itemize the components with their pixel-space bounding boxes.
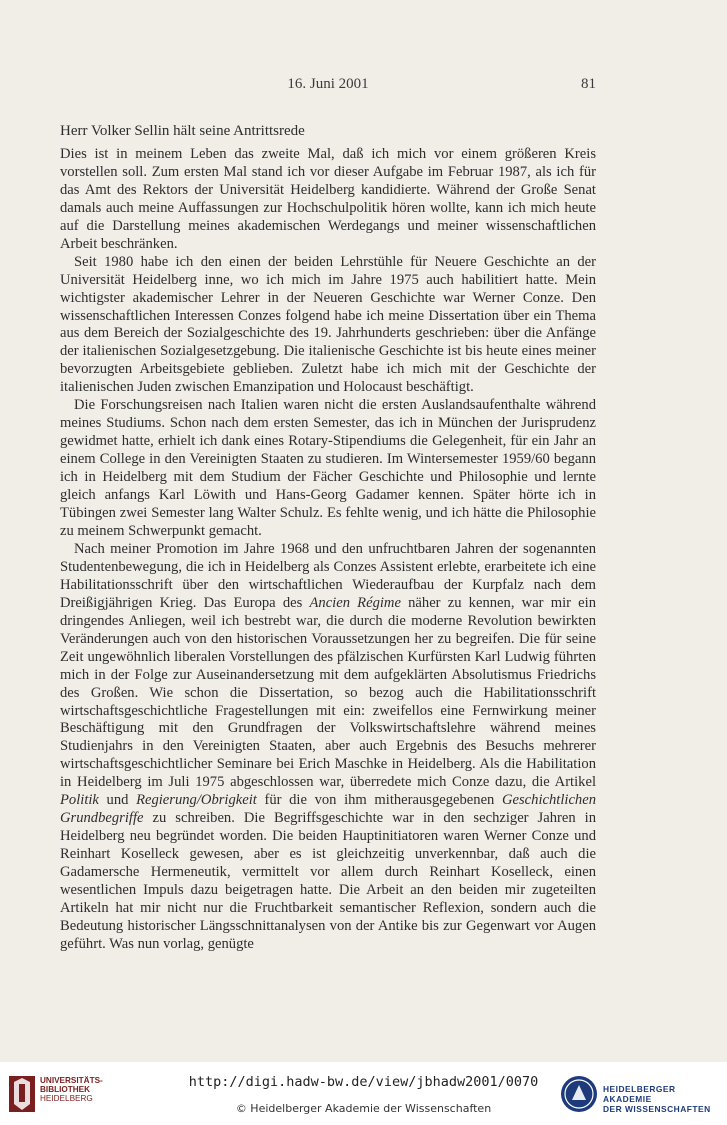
library-logo-line: UNIVERSITÄTS- <box>40 1076 103 1085</box>
paragraph <box>60 146 596 254</box>
text-run: zu schreiben. Die Begriffsgeschichte war in den sechziger Jahren in Heidelberg neu begründet worden. Die beiden Hauptinitiatoren waren Werner Conze und Reinhart Koselleck gewesen, aber es ist gleichzeitig unverkennbar, daß auch die Gadamersche Hermeneutik, vermittelt vor allem durch Reinhart Koselleck, einen wesentlichen Impuls dazu beigetragen hatte. Die Arbeit an den beiden mir zugeteilten Artikeln hat mir nicht nur die Fruchtbarkeit semantischer Reflexion, sondern auch die Bedeutung historischer Längsschnittanalysen von der Antike bis zur Gegenwart vor Augen geführt. Was nun vorlag, genügte <box>60 810 596 952</box>
text-run: Die Forschungsreisen nach Italien waren nicht die ersten Auslandsaufenthalte während meines Studiums. Schon nach dem ersten Semester, das ich in München der Jurisprudenz gewidmet hatte, erhielt ich dank eines Rotary-Stipendiums die Gelegenheit, für ein Jahr an einem College in den Vereinigten Staaten zu studieren. Im Wintersemester 1959/60 begann ich in Heidelberg mit dem Studium der Fächer Geschichte und Philosophie und lernte gleich anfangs Karl Löwith und Hans-Georg Gadamer kennen. Später hörte ich in Tübingen zwei Semester lang Walter Schulz. Es fehlte wenig, und ich hätte die Philosophie zu meinem Schwerpunkt gemacht. <box>60 397 596 539</box>
library-logo-line: BIBLIOTHEK <box>40 1085 91 1094</box>
academy-logo-line: HEIDELBERGER AKADEMIE <box>603 1084 676 1104</box>
italic-title: Regierung/Obrigkeit <box>136 792 257 809</box>
text-run: Seit 1980 habe ich den einen der beiden Lehrstühle für Neuere Geschichte an der Universität Heidelberg inne, wo ich mich im Jahre 1975 auch habilitiert hatte. Mein wichtigster akademischer Lehrer in der Neueren Geschichte war Werner Conze. Den wissenschaftlichen Interessen Conzes folgend habe ich meine Dissertation über ein Thema aus dem Bereich der Sozialgeschichte des 19. Jahrhunderts geschrieben: über die Anfänge der italienischen Sozialgesetzgebung. Die italienische Geschichte ist bis heute eines meiner bevorzugten Arbeitsgebiete geblieben. Zuletzt habe ich mich mit der Geschichte der italienischen Juden zwischen Emanzipation und Holocaust beschäftigt. <box>60 253 596 396</box>
viewer-footer <box>0 1062 727 1125</box>
permalink[interactable]: http://digi.hadw-bw.de/view/jbhadw2001/0070 <box>188 1074 539 1090</box>
text-run: näher zu kennen, war mir ein dringendes Anliegen, weil ich bestrebt war, die durch die moderne Revolution bewirkten Veränderungen auch von den historischen Voraussetzungen her zu begreifen. Die für seine Zeit ungewöhnlich liberalen Vorstellungen des pfälzischen Kurfürsten Karl Ludwig führten mich in der Folge zur Auseinandersetzung mit dem aufgeklärten Absolutismus Friedrichs des Großen. Wie schon die Dissertation, so bezog auch die Habilitationsschrift wirtschaftsgeschichtliche Fragestellungen mit ein: zweifellos eine Fernwirkung meiner Beschäftigung mit den Grundfragen der Volkswirtschaftslehre während meines Studienjahrs in den Vereinigten Staaten, aber auch Ergebnis des Besuchs mehrerer wirtschaftsgeschichtlicher Seminare bei Erich Maschke in Heidelberg. Als die Habilitation in Heidelberg im Juli 1975 abgeschlossen war, überredete mich Conze dazu, die Artikel <box>60 594 596 791</box>
library-logo-line: HEIDELBERG <box>40 1094 93 1103</box>
running-header <box>60 76 596 98</box>
body-text <box>60 123 596 954</box>
text-run: Dies ist in meinem Leben das zweite Mal, daß ich mich vor einem größeren Kreis vorstellen soll. Zum ersten Mal stand ich vor dieser Aufgabe im Februar 1987, als ich für das Amt des Rektors der Universität Heidelberg kandidierte. Während der Große Senat damals auch meine Auffassungen zur Hochschulpolitik hören wollte, kann ich mich heute auf die Darstellung meines akademischen Werdegangs und meiner wissenschaftlichen Arbeit beschränken. <box>60 145 596 252</box>
text-run: Nach meiner Promotion im Jahre 1968 und den unfruchtbaren Jahren der sogenannten Studentenbewegung, die ich in Heidelberg als Conzes Assistent erlebte, erarbeitete ich eine Habilitationsschrift über den wirtschaftlichen Wiederaufbau der Kurpfalz nach dem Dreißigjährigen Krieg. Das Europa des <box>60 540 596 611</box>
section-heading: Herr Volker Sellin hält seine Antrittsrede <box>60 123 305 139</box>
italic-title: Politik <box>60 792 99 809</box>
italic-title: Geschichtlichen Grundbegriffe <box>60 792 596 827</box>
paragraph <box>60 254 596 398</box>
academy-seal-icon <box>559 1074 599 1114</box>
text-run: für die von ihm mitherausgegebenen <box>256 792 502 809</box>
text-run: und <box>98 792 137 809</box>
copyright-notice: © Heidelberger Akademie der Wissenschaften <box>235 1102 492 1115</box>
italic-title: Ancien Régime <box>309 594 401 611</box>
paragraph <box>60 541 596 954</box>
page-number: 81 <box>581 76 596 92</box>
header-date: 16. Juni 2001 <box>287 76 369 92</box>
academy-logo[interactable] <box>559 1074 721 1118</box>
paragraph <box>60 397 596 541</box>
academy-logo-line: DER WISSENSCHAFTEN <box>603 1104 711 1114</box>
